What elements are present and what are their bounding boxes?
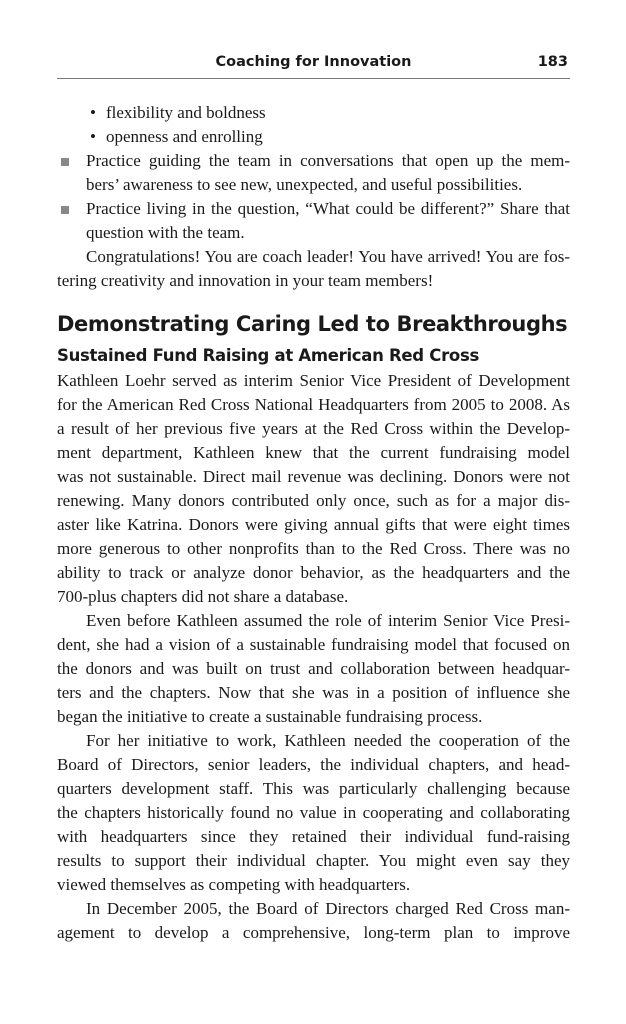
paragraph-line: viewed themselves as competing with headquarters. [57,875,411,894]
page-body [57,101,570,945]
body-paragraphs [57,369,570,945]
bullet-text: Practice living in the question, “What could be different?” Share that [86,199,570,218]
paragraph-line: quarters development staff. This was particularly challenging because [57,779,570,798]
sub-bullet [57,125,570,149]
square-bullet-icon [61,158,69,166]
section-heading: Demonstrating Caring Led to Breakthroughs [57,312,568,336]
square-bullet-icon [61,206,69,214]
paragraph-line: Even before Kathleen assumed the role of interim Senior Vice Presi- [86,611,570,630]
bullet-text: Practice guiding the team in conversations that open up the mem- [86,151,570,170]
paragraph-line: ability to track or analyze donor behavior, as the headquarters and the [57,563,570,582]
subsection-heading: Sustained Fund Raising at American Red Cross [57,346,479,365]
bullet-dot-icon: • [90,103,96,122]
paragraph-line: a result of her previous five years at the Red Cross within the Develop- [57,419,570,438]
paragraph-line: the donors and was built on trust and collaboration between headquar- [57,659,570,678]
paragraph-line: ment department, Kathleen knew that the current fundraising model [57,443,570,462]
paragraph-line: Board of Directors, senior leaders, the individual chapters, and head- [57,755,570,774]
running-title: Coaching for Innovation [215,54,412,70]
sub-bullet-text: flexibility and boldness [106,103,266,122]
paragraph-line: In December 2005, the Board of Directors charged Red Cross man- [86,899,570,918]
paragraph-line: more generous to other nonprofits than to the Red Cross. There was no [57,539,570,558]
paragraph-line: began the initiative to create a sustainable fundraising process. [57,707,483,726]
paragraph-line: 700-plus chapters did not share a database. [57,587,349,606]
bullet-line [57,197,570,221]
bullet-line: question with the team. [86,223,245,242]
page-number: 183 [537,54,568,70]
sub-bullet-text: openness and enrolling [106,127,263,146]
paragraph-line: with headquarters since they retained their individual fund-raising [57,827,570,846]
paragraph-line: For her initiative to work, Kathleen needed the cooperation of the [86,731,570,750]
paragraph-line: aster like Katrina. Donors were giving annual gifts that were eight times [57,515,570,534]
paragraph-line: Congratulations! You are coach leader! You have arrived! You are fos- [86,247,570,266]
paragraph-line: tering creativity and innovation in your team members! [57,271,434,290]
bullet-dot-icon: • [90,127,96,146]
paragraph-line: was not sustainable. Direct mail revenue was declining. Donors were not [57,467,570,486]
header-rule [57,78,570,79]
bullet-line: bers’ awareness to see new, unexpected, and useful possibilities. [86,175,523,194]
paragraph-line: renewing. Many donors contributed only once, such as for a major dis- [57,491,570,510]
paragraph-line: agement to develop a comprehensive, long-term plan to improve [57,923,570,942]
running-header [57,54,570,76]
paragraph-line: for the American Red Cross National Headquarters from 2005 to 2008. As [57,395,570,414]
paragraph-line: results to support their individual chapter. You might even say they [57,851,570,870]
paragraph-line: ters and the chapters. Now that she was in a position of influence she [57,683,570,702]
bullet-line [57,149,570,173]
paragraph-line: Kathleen Loehr served as interim Senior Vice President of Development [57,371,570,390]
paragraph-line: dent, she had a vision of a sustainable fundraising model that focused on [57,635,570,654]
sub-bullet [57,101,570,125]
paragraph-line: the chapters historically found no value in cooperating and collaborating [57,803,570,822]
